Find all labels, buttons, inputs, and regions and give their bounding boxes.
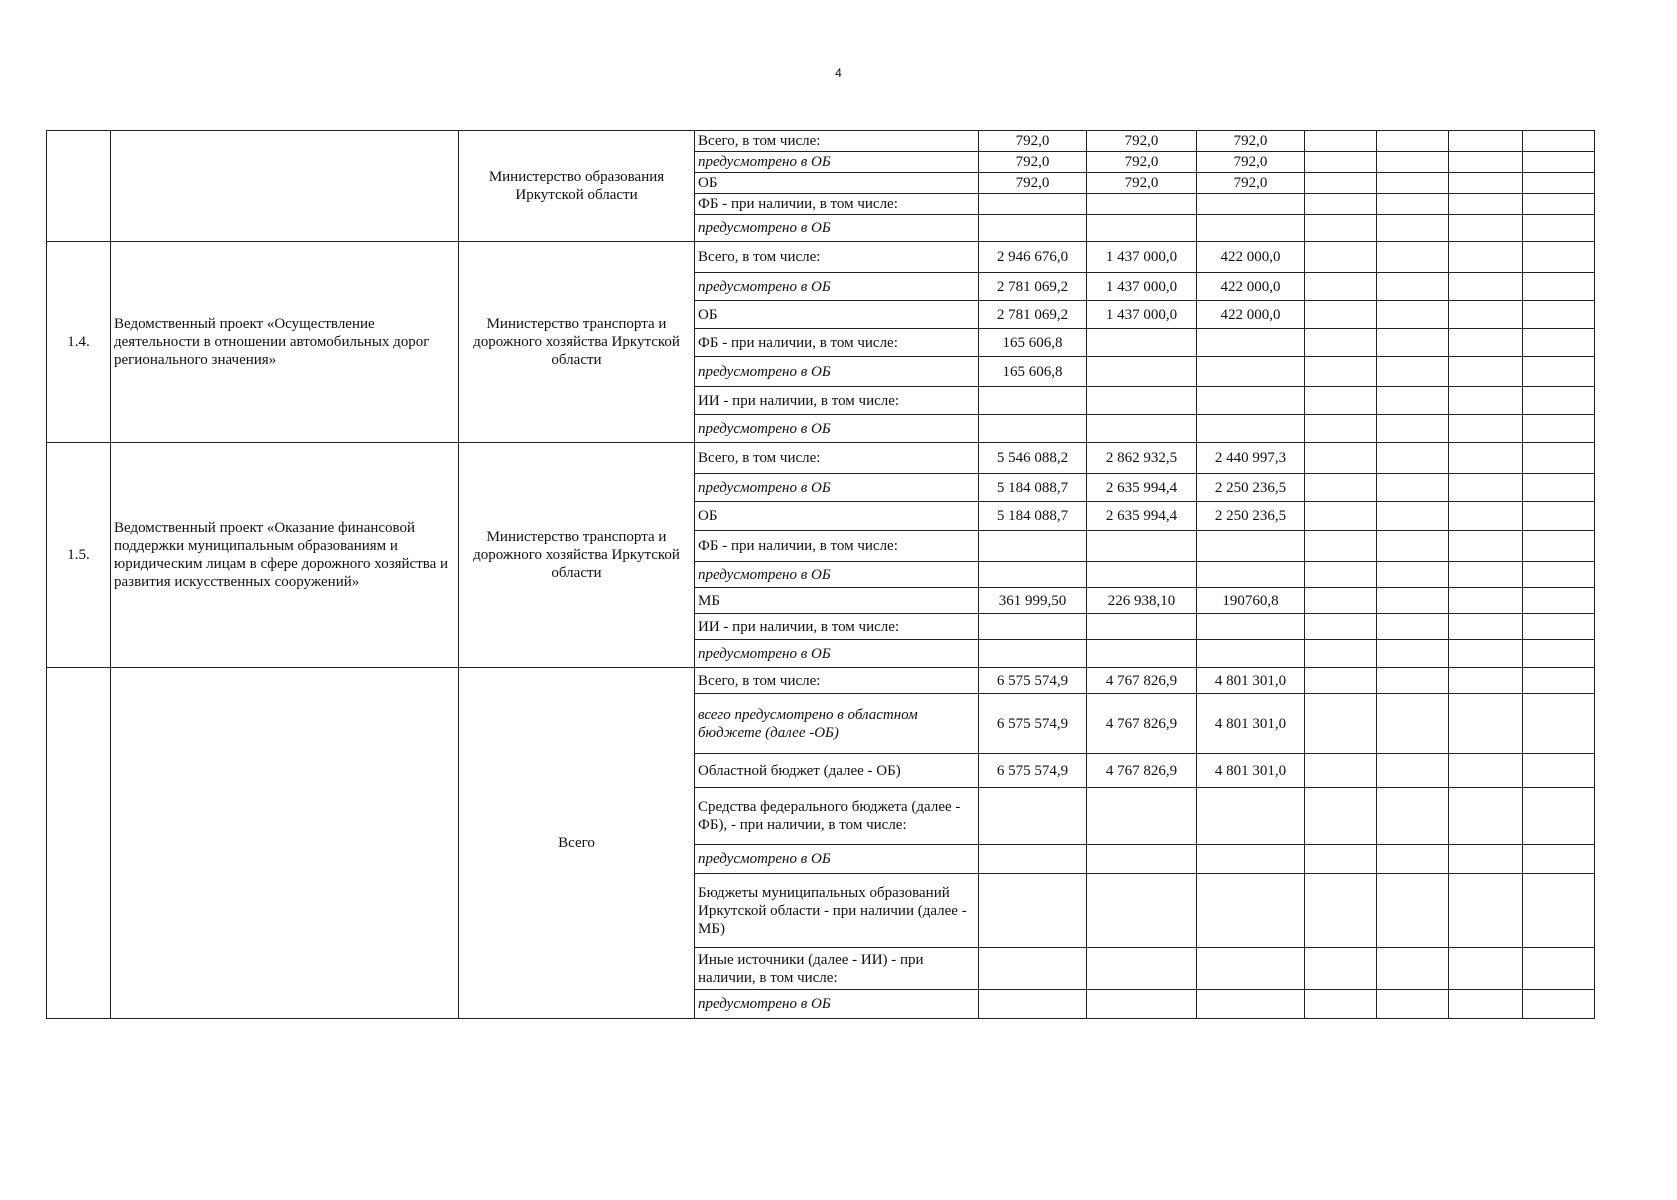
amount-cell-year-2: [1087, 531, 1197, 562]
section-number-cell: [47, 131, 111, 242]
empty-cell: [1305, 694, 1377, 754]
empty-cell: [1449, 215, 1523, 242]
amount-cell-year-3: 2 440 997,3: [1197, 443, 1305, 474]
amount-cell-year-3: [1197, 215, 1305, 242]
amount-cell-year-3: 4 801 301,0: [1197, 754, 1305, 788]
funding-source-cell: ИИ - при наличии, в том числе:: [695, 614, 979, 640]
amount-cell-year-1: [979, 531, 1087, 562]
funding-source-cell: предусмотрено в ОБ: [695, 990, 979, 1019]
amount-cell-year-2: [1087, 415, 1197, 443]
empty-cell: [1305, 173, 1377, 194]
empty-cell: [1523, 131, 1595, 152]
amount-cell-year-2: 792,0: [1087, 173, 1197, 194]
empty-cell: [1305, 443, 1377, 474]
page-number: 4: [835, 66, 842, 80]
empty-cell: [1305, 614, 1377, 640]
empty-cell: [1523, 531, 1595, 562]
empty-cell: [1449, 329, 1523, 357]
empty-cell: [1305, 415, 1377, 443]
empty-cell: [1449, 754, 1523, 788]
amount-cell-year-2: [1087, 329, 1197, 357]
empty-cell: [1449, 614, 1523, 640]
empty-cell: [1305, 668, 1377, 694]
empty-cell: [1449, 845, 1523, 874]
amount-cell-year-1: [979, 874, 1087, 948]
empty-cell: [1377, 194, 1449, 215]
empty-cell: [1523, 788, 1595, 845]
amount-cell-year-2: [1087, 640, 1197, 668]
amount-cell-year-3: [1197, 562, 1305, 588]
amount-cell-year-3: 422 000,0: [1197, 242, 1305, 273]
empty-cell: [1305, 845, 1377, 874]
amount-cell-year-1: [979, 215, 1087, 242]
amount-cell-year-3: 2 250 236,5: [1197, 474, 1305, 502]
empty-cell: [1449, 531, 1523, 562]
amount-cell-year-1: 792,0: [979, 131, 1087, 152]
funding-source-cell: предусмотрено в ОБ: [695, 845, 979, 874]
empty-cell: [1449, 668, 1523, 694]
amount-cell-year-2: 226 938,10: [1087, 588, 1197, 614]
empty-cell: [1449, 640, 1523, 668]
section-number-cell: 1.4.: [47, 242, 111, 443]
funding-source-cell: предусмотрено в ОБ: [695, 215, 979, 242]
empty-cell: [1377, 948, 1449, 990]
empty-cell: [1449, 874, 1523, 948]
table-row: [47, 131, 1595, 152]
section-number-cell: [47, 668, 111, 1019]
empty-cell: [1523, 502, 1595, 531]
empty-cell: [1449, 357, 1523, 387]
empty-cell: [1449, 788, 1523, 845]
project-name-cell: Ведомственный проект «Осуществление деятельности в отношении автомобильных дорог регионального значения»: [111, 242, 459, 443]
amount-cell-year-3: 190760,8: [1197, 588, 1305, 614]
empty-cell: [1377, 562, 1449, 588]
empty-cell: [1305, 152, 1377, 173]
empty-cell: [1305, 301, 1377, 329]
amount-cell-year-2: [1087, 990, 1197, 1019]
empty-cell: [1377, 990, 1449, 1019]
amount-cell-year-2: 792,0: [1087, 131, 1197, 152]
executor-cell: Министерство транспорта и дорожного хозяйства Иркутской области: [459, 242, 695, 443]
empty-cell: [1523, 668, 1595, 694]
empty-cell: [1305, 562, 1377, 588]
amount-cell-year-1: 6 575 574,9: [979, 754, 1087, 788]
amount-cell-year-1: 5 184 088,7: [979, 502, 1087, 531]
empty-cell: [1523, 152, 1595, 173]
funding-source-cell: ФБ - при наличии, в том числе:: [695, 531, 979, 562]
empty-cell: [1523, 273, 1595, 301]
empty-cell: [1305, 948, 1377, 990]
empty-cell: [1523, 387, 1595, 415]
amount-cell-year-1: [979, 640, 1087, 668]
funding-source-cell: предусмотрено в ОБ: [695, 474, 979, 502]
amount-cell-year-1: [979, 562, 1087, 588]
amount-cell-year-1: [979, 194, 1087, 215]
empty-cell: [1305, 990, 1377, 1019]
empty-cell: [1377, 273, 1449, 301]
empty-cell: [1449, 131, 1523, 152]
empty-cell: [1523, 173, 1595, 194]
empty-cell: [1377, 531, 1449, 562]
empty-cell: [1449, 301, 1523, 329]
funding-source-cell: предусмотрено в ОБ: [695, 415, 979, 443]
amount-cell-year-1: 361 999,50: [979, 588, 1087, 614]
table-row: [47, 443, 1595, 474]
amount-cell-year-2: 2 635 994,4: [1087, 502, 1197, 531]
empty-cell: [1449, 588, 1523, 614]
empty-cell: [1523, 562, 1595, 588]
empty-cell: [1523, 948, 1595, 990]
empty-cell: [1305, 502, 1377, 531]
empty-cell: [1523, 443, 1595, 474]
empty-cell: [1523, 694, 1595, 754]
amount-cell-year-3: [1197, 990, 1305, 1019]
empty-cell: [1305, 754, 1377, 788]
empty-cell: [1377, 415, 1449, 443]
amount-cell-year-3: [1197, 788, 1305, 845]
amount-cell-year-3: [1197, 948, 1305, 990]
empty-cell: [1449, 387, 1523, 415]
amount-cell-year-2: [1087, 845, 1197, 874]
amount-cell-year-3: [1197, 614, 1305, 640]
funding-source-cell: МБ: [695, 588, 979, 614]
amount-cell-year-1: [979, 788, 1087, 845]
funding-source-cell: предусмотрено в ОБ: [695, 152, 979, 173]
empty-cell: [1523, 415, 1595, 443]
amount-cell-year-3: 2 250 236,5: [1197, 502, 1305, 531]
amount-cell-year-1: [979, 614, 1087, 640]
funding-source-cell: ФБ - при наличии, в том числе:: [695, 329, 979, 357]
empty-cell: [1377, 874, 1449, 948]
table-row: [47, 242, 1595, 273]
amount-cell-year-3: [1197, 874, 1305, 948]
funding-source-cell: ИИ - при наличии, в том числе:: [695, 387, 979, 415]
amount-cell-year-2: 1 437 000,0: [1087, 242, 1197, 273]
funding-source-cell: Иные источники (далее - ИИ) - при наличии, в том числе:: [695, 948, 979, 990]
empty-cell: [1305, 531, 1377, 562]
amount-cell-year-2: [1087, 215, 1197, 242]
amount-cell-year-2: 4 767 826,9: [1087, 694, 1197, 754]
amount-cell-year-1: [979, 845, 1087, 874]
amount-cell-year-3: [1197, 329, 1305, 357]
amount-cell-year-3: 792,0: [1197, 131, 1305, 152]
empty-cell: [1305, 329, 1377, 357]
amount-cell-year-1: [979, 387, 1087, 415]
funding-source-cell: Бюджеты муниципальных образований Иркутской области - при наличии (далее - МБ): [695, 874, 979, 948]
empty-cell: [1449, 562, 1523, 588]
amount-cell-year-1: [979, 415, 1087, 443]
amount-cell-year-1: 5 184 088,7: [979, 474, 1087, 502]
amount-cell-year-1: [979, 990, 1087, 1019]
amount-cell-year-1: 6 575 574,9: [979, 668, 1087, 694]
amount-cell-year-1: 792,0: [979, 152, 1087, 173]
empty-cell: [1523, 329, 1595, 357]
empty-cell: [1305, 273, 1377, 301]
empty-cell: [1523, 242, 1595, 273]
empty-cell: [1523, 474, 1595, 502]
amount-cell-year-1: 165 606,8: [979, 329, 1087, 357]
funding-source-cell: предусмотрено в ОБ: [695, 562, 979, 588]
empty-cell: [1305, 788, 1377, 845]
empty-cell: [1449, 152, 1523, 173]
empty-cell: [1305, 474, 1377, 502]
empty-cell: [1377, 474, 1449, 502]
amount-cell-year-1: 165 606,8: [979, 357, 1087, 387]
section-number-cell: 1.5.: [47, 443, 111, 668]
funding-source-cell: Всего, в том числе:: [695, 668, 979, 694]
amount-cell-year-1: 2 946 676,0: [979, 242, 1087, 273]
empty-cell: [1523, 614, 1595, 640]
amount-cell-year-3: 4 801 301,0: [1197, 668, 1305, 694]
amount-cell-year-1: 6 575 574,9: [979, 694, 1087, 754]
empty-cell: [1377, 788, 1449, 845]
empty-cell: [1449, 990, 1523, 1019]
amount-cell-year-3: [1197, 531, 1305, 562]
empty-cell: [1377, 754, 1449, 788]
empty-cell: [1305, 215, 1377, 242]
empty-cell: [1377, 443, 1449, 474]
empty-cell: [1523, 990, 1595, 1019]
project-name-cell: Ведомственный проект «Оказание финансовой поддержки муниципальным образованиям и юридическим лицам в сфере дорожного хозяйства и развития искусственных сооружений»: [111, 443, 459, 668]
executor-cell: Министерство транспорта и дорожного хозяйства Иркутской области: [459, 443, 695, 668]
amount-cell-year-2: [1087, 387, 1197, 415]
empty-cell: [1305, 387, 1377, 415]
empty-cell: [1377, 173, 1449, 194]
empty-cell: [1377, 845, 1449, 874]
empty-cell: [1523, 357, 1595, 387]
funding-source-cell: предусмотрено в ОБ: [695, 357, 979, 387]
empty-cell: [1377, 387, 1449, 415]
empty-cell: [1305, 874, 1377, 948]
empty-cell: [1523, 215, 1595, 242]
amount-cell-year-3: [1197, 194, 1305, 215]
amount-cell-year-3: 4 801 301,0: [1197, 694, 1305, 754]
empty-cell: [1523, 588, 1595, 614]
funding-source-cell: Средства федерального бюджета (далее - ФБ), - при наличии, в том числе:: [695, 788, 979, 845]
empty-cell: [1377, 152, 1449, 173]
executor-cell: Всего: [459, 668, 695, 1019]
amount-cell-year-2: [1087, 788, 1197, 845]
project-name-cell: [111, 131, 459, 242]
amount-cell-year-1: 2 781 069,2: [979, 273, 1087, 301]
funding-source-cell: ФБ - при наличии, в том числе:: [695, 194, 979, 215]
amount-cell-year-3: 792,0: [1197, 152, 1305, 173]
budget-table: [46, 130, 1595, 1019]
funding-source-cell: ОБ: [695, 301, 979, 329]
amount-cell-year-1: [979, 948, 1087, 990]
amount-cell-year-2: 2 862 932,5: [1087, 443, 1197, 474]
empty-cell: [1523, 640, 1595, 668]
funding-source-cell: ОБ: [695, 502, 979, 531]
empty-cell: [1305, 194, 1377, 215]
empty-cell: [1449, 242, 1523, 273]
empty-cell: [1523, 754, 1595, 788]
empty-cell: [1523, 194, 1595, 215]
empty-cell: [1449, 173, 1523, 194]
empty-cell: [1377, 640, 1449, 668]
amount-cell-year-3: [1197, 357, 1305, 387]
empty-cell: [1305, 131, 1377, 152]
amount-cell-year-3: 792,0: [1197, 173, 1305, 194]
empty-cell: [1449, 194, 1523, 215]
amount-cell-year-3: [1197, 640, 1305, 668]
amount-cell-year-2: 1 437 000,0: [1087, 273, 1197, 301]
executor-cell: Министерство образования Иркутской области: [459, 131, 695, 242]
funding-source-cell: Областной бюджет (далее - ОБ): [695, 754, 979, 788]
funding-source-cell: Всего, в том числе:: [695, 443, 979, 474]
project-name-cell: [111, 668, 459, 1019]
funding-source-cell: предусмотрено в ОБ: [695, 640, 979, 668]
empty-cell: [1449, 474, 1523, 502]
empty-cell: [1523, 845, 1595, 874]
empty-cell: [1377, 614, 1449, 640]
empty-cell: [1377, 357, 1449, 387]
empty-cell: [1377, 694, 1449, 754]
amount-cell-year-3: 422 000,0: [1197, 301, 1305, 329]
amount-cell-year-2: [1087, 357, 1197, 387]
amount-cell-year-2: [1087, 614, 1197, 640]
empty-cell: [1523, 874, 1595, 948]
funding-source-cell: всего предусмотрено в областном бюджете (далее -ОБ): [695, 694, 979, 754]
table-row: [47, 668, 1595, 694]
amount-cell-year-2: [1087, 194, 1197, 215]
amount-cell-year-3: [1197, 387, 1305, 415]
empty-cell: [1449, 948, 1523, 990]
amount-cell-year-2: 792,0: [1087, 152, 1197, 173]
empty-cell: [1449, 502, 1523, 531]
amount-cell-year-1: 792,0: [979, 173, 1087, 194]
funding-source-cell: предусмотрено в ОБ: [695, 273, 979, 301]
empty-cell: [1377, 329, 1449, 357]
amount-cell-year-3: [1197, 415, 1305, 443]
amount-cell-year-3: [1197, 845, 1305, 874]
funding-source-cell: ОБ: [695, 173, 979, 194]
empty-cell: [1377, 301, 1449, 329]
amount-cell-year-1: 2 781 069,2: [979, 301, 1087, 329]
empty-cell: [1449, 694, 1523, 754]
amount-cell-year-2: 4 767 826,9: [1087, 668, 1197, 694]
empty-cell: [1377, 502, 1449, 531]
empty-cell: [1449, 273, 1523, 301]
amount-cell-year-2: [1087, 948, 1197, 990]
empty-cell: [1305, 242, 1377, 273]
amount-cell-year-3: 422 000,0: [1197, 273, 1305, 301]
amount-cell-year-2: 1 437 000,0: [1087, 301, 1197, 329]
empty-cell: [1305, 357, 1377, 387]
funding-source-cell: Всего, в том числе:: [695, 242, 979, 273]
empty-cell: [1377, 588, 1449, 614]
amount-cell-year-2: [1087, 562, 1197, 588]
amount-cell-year-1: 5 546 088,2: [979, 443, 1087, 474]
funding-source-cell: Всего, в том числе:: [695, 131, 979, 152]
empty-cell: [1377, 215, 1449, 242]
empty-cell: [1449, 415, 1523, 443]
empty-cell: [1377, 668, 1449, 694]
empty-cell: [1377, 242, 1449, 273]
empty-cell: [1449, 443, 1523, 474]
empty-cell: [1305, 640, 1377, 668]
amount-cell-year-2: 4 767 826,9: [1087, 754, 1197, 788]
amount-cell-year-2: 2 635 994,4: [1087, 474, 1197, 502]
amount-cell-year-2: [1087, 874, 1197, 948]
empty-cell: [1305, 588, 1377, 614]
empty-cell: [1377, 131, 1449, 152]
empty-cell: [1523, 301, 1595, 329]
